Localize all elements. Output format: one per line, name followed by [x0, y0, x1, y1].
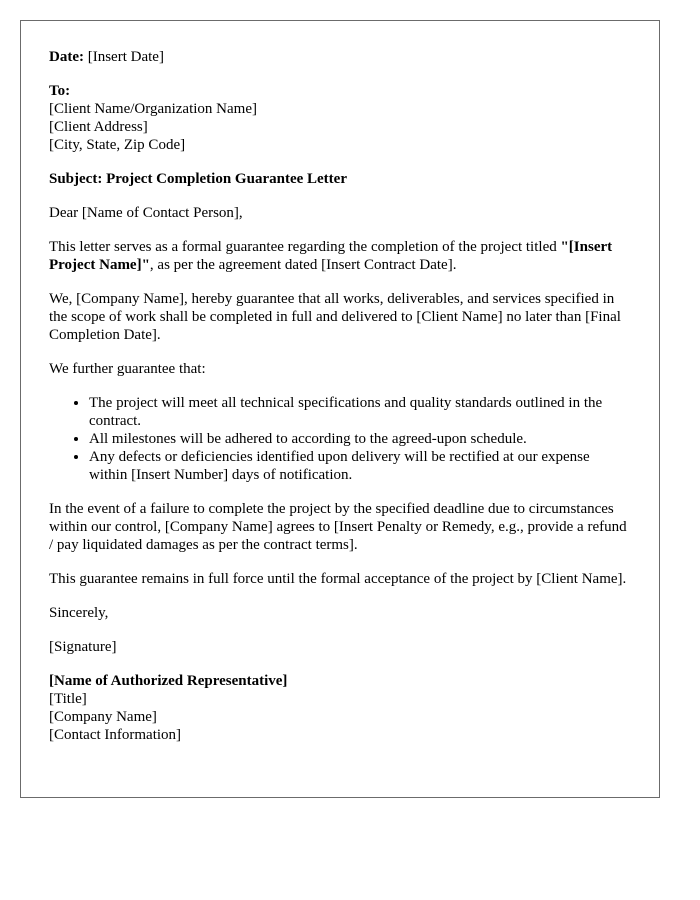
recipient-address: [Client Address] [49, 119, 148, 135]
paragraph-intro-text: This letter serves as a formal guarantee regarding the completion of the project titled [49, 239, 561, 255]
project-name: "[Insert Project Name]" [49, 239, 613, 273]
paragraph-further: We further guarantee that: [49, 361, 206, 377]
representative-company: [Company Name] [49, 709, 157, 725]
signature-placeholder: [Signature] [49, 639, 117, 655]
signature-block [49, 672, 631, 744]
representative-contact: [Contact Information] [49, 727, 182, 743]
paragraph-force: This guarantee remains in full force until the formal acceptance of the project by [Client Name]. [49, 571, 627, 587]
recipient-block [49, 82, 631, 154]
paragraph-guarantee: We, [Company Name], hereby guarantee that all works, deliverables, and services specified in the scope of work shall be completed in full and delivered to [Client Name] no later than [Final Completion Date]. [49, 291, 621, 343]
representative-name: [Name of Authorized Representative] [49, 673, 288, 689]
date-line [49, 48, 631, 66]
list-item: • All milestones will be adhered to according to the agreed-upon schedule. [89, 430, 631, 448]
representative-title: [Title] [49, 691, 87, 707]
list-item: • The project will meet all technical specifications and quality standards outlined in the contract. [89, 394, 631, 430]
recipient-name: [Client Name/Organization Name] [49, 101, 257, 117]
guarantee-list [49, 394, 631, 484]
list-item: • Any defects or deficiencies identified upon delivery will be rectified at our expense within [Insert Number] days of notification. [89, 448, 631, 484]
to-label: To: [49, 83, 71, 99]
salutation: Dear [Name of Contact Person], [49, 205, 243, 221]
subject-line: Subject: Project Completion Guarantee Letter [49, 171, 347, 187]
paragraph-intro-tail: , as per the agreement dated [Insert Contract Date]. [149, 257, 457, 273]
paragraph-intro [49, 238, 631, 274]
letter-document [20, 20, 660, 798]
date-label: Date: [49, 49, 84, 65]
date-value: [Insert Date] [87, 49, 164, 65]
closing: Sincerely, [49, 605, 109, 621]
recipient-city: [City, State, Zip Code] [49, 137, 186, 153]
paragraph-failure: In the event of a failure to complete the project by the specified deadline due to circumstances within our control, [Company Name] agrees to [Insert Penalty or Remedy, e.g., provide a refund / pay liquidated damages as per the contract terms]. [49, 501, 627, 553]
